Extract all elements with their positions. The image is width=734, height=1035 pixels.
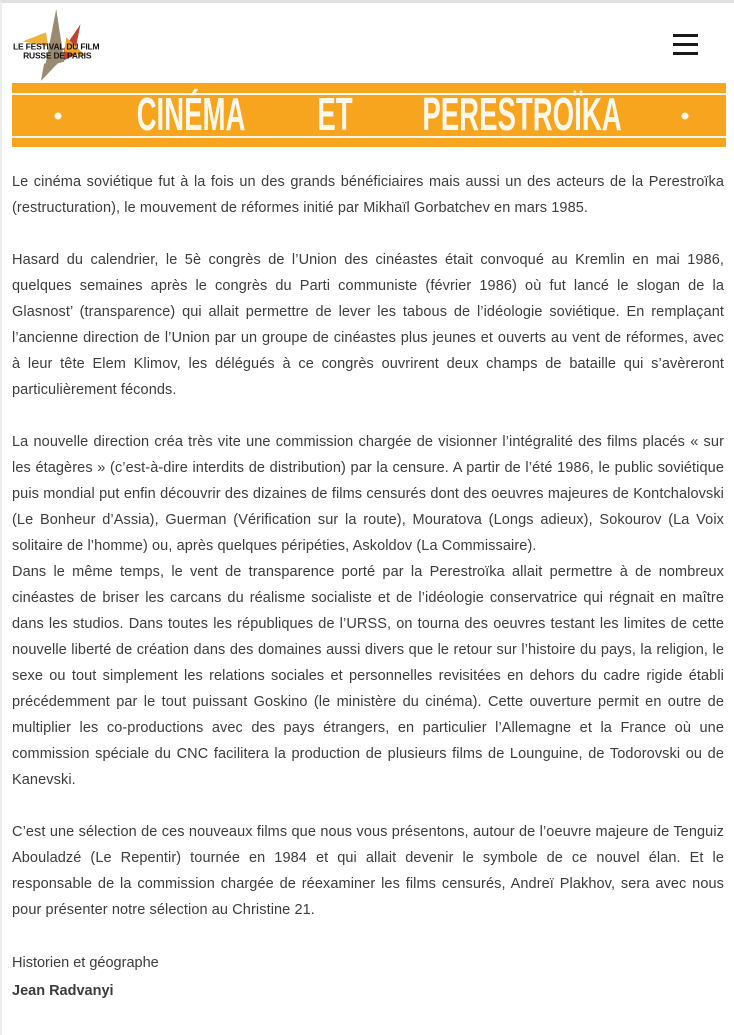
article-paragraph: C’est une sélection de ces nouveaux films que nous vous présentons, autour de l’oeuvre majeure de Tenguiz Abouladzé (Le Repentir) tournée en 1984 et qui allait devenir le symbole de ce nouvel élan. Et le responsable de la commission chargée de réexaminer les films censurés, Andreï Plakhov, sera avec nous pour présenter notre sélection au Christine 21. [12, 824, 724, 918]
menu-icon-bar [673, 34, 698, 37]
menu-icon-bar [673, 43, 698, 46]
article-paragraph: La nouvelle direction créa très vite une commission chargée de visionner l’intégralité des films placés « sur les étagères » (c’est-à-dire interdits de distribution) par la censure. A partir de l’été 1986, le public soviétique puis mondial put enfin découvrir des dizaines de films censurés dont des oeuvres majeures de Kontchalovski (Le Bonheur d’Assia), Guerman (Vérification sur la route), Mouratova (Longs adieux), Sokourov (La Voix solitaire de l’homme) ou, après quelques péripéties, Askoldov (La Commissaire). [12, 434, 724, 554]
festival-star-icon [12, 7, 152, 93]
article-body [2, 147, 734, 923]
author-role: Historien et géographe [12, 955, 159, 971]
page-title-row [12, 87, 726, 140]
article-signature [2, 949, 734, 1035]
page-title-word-3: PERESTROÏKA [422, 87, 622, 140]
page-title-word-2: ET [317, 87, 354, 140]
logo-text-line2: RUSSE DE PARIS [23, 50, 92, 61]
page-title-word-1: CINÉMA [136, 87, 246, 140]
article-paragraph: Dans le même temps, le vent de transparence porté par la Perestroïka allait permettre à de nombreux cinéastes de briser les carcans du réalisme socialiste et de l’idéologie conservatrice qui régnait en maître dans les studios. Dans toutes les républiques de l’URSS, on tourna des oeuvres testant les limites de cette nouvelle liberté de création dans des domaines aussi divers que le retour sur l’histoire du pays, la religion, le sexe ou tout simplement les relations sociales et personnelles revisitées en dehors du cadre rigide établi précédemment par le tout puissant Goskino (le ministère du cinéma). Cette ouverture permit en outre de multiplier les co-productions avec des pays étrangers, en particulier l’Allemagne et la France où une commission spéciale du CNC facilitera la production de plusieurs films de Lounguine, de Todorovski ou de Kanevski. [12, 564, 724, 788]
article-paragraph: Hasard du calendrier, le 5è congrès de l’Union des cinéastes était convoqué au Kremlin en mai 1986, quelques semaines après le congrès du Parti communiste (février 1986) où fut lancé le slogan de la Glasnost’ (transparence) qui allait permettre de lever les tabous de l’idéologie soviétique. En remplaçant l’ancienne direction de l’Union par un groupe de cinéastes plus jeunes et ouverts au vent de réformes, avec à leur tête Elem Klimov, les délégués à ce congrès ouvrirent deux champs de bataille qui s’avèreront particulièrement féconds. [12, 252, 724, 398]
author-name: Jean Radvanyi [12, 983, 114, 999]
page-title-banner [12, 83, 726, 147]
bullet-right-icon [682, 112, 689, 119]
festival-logo[interactable] [12, 7, 152, 93]
bullet-left-icon [54, 112, 61, 119]
logo-text-line1: LE FESTIVAL DU FILM [13, 41, 100, 52]
menu-icon[interactable] [673, 34, 698, 55]
article-paragraph: Le cinéma soviétique fut à la fois un des grands bénéficiaires mais aussi un des acteurs de la Perestroïka (restructuration), le mouvement de réformes initié par Mikhaïl Gorbatchev en mars 1985. [12, 174, 724, 216]
menu-icon-bar [673, 52, 698, 55]
site-header [2, 3, 734, 83]
